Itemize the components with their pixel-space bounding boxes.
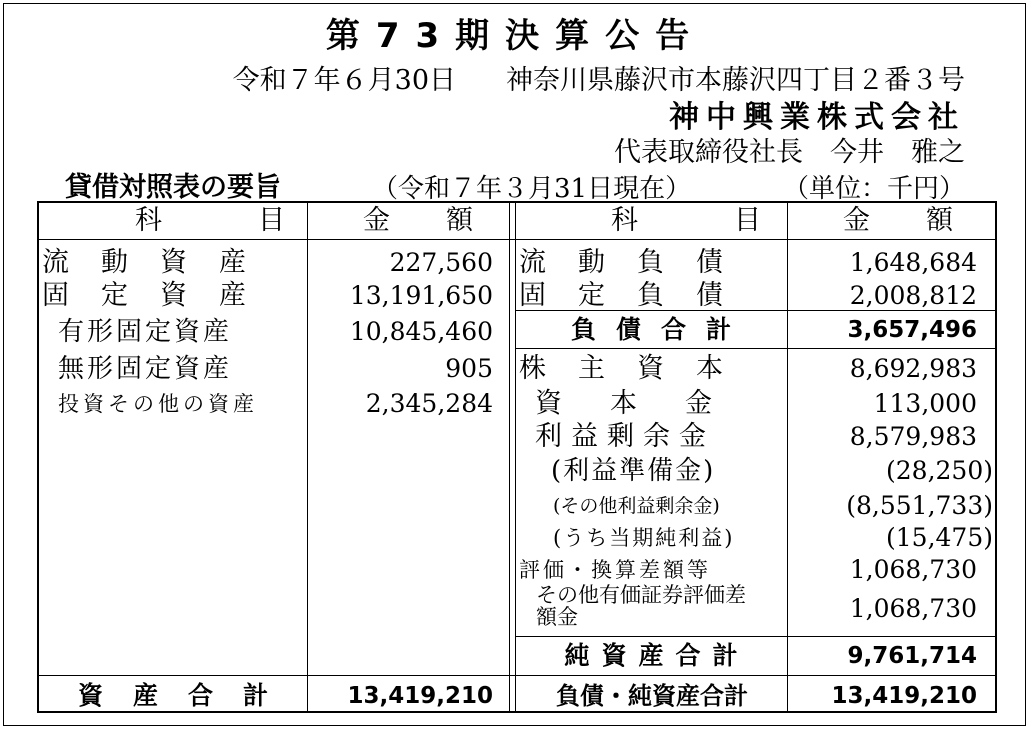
equity-label: 資本金 (535, 388, 760, 419)
asset-label: 流動資産 (42, 247, 278, 278)
col-header-amount-left: 金額 (363, 205, 529, 236)
asset-value: 227,560 (389, 248, 493, 277)
equity-value: (28,250) (886, 456, 993, 485)
liab-total-rule-bottom (516, 348, 995, 349)
col-header-item-left: 科目 (135, 205, 381, 236)
asset-label: 有形固定資産 (58, 317, 233, 347)
col-divider (307, 203, 308, 711)
equity-total-label: 純資産合計 (564, 641, 750, 670)
equity-label: 評価・換算差額等 (519, 558, 711, 582)
company-name: 神中興業株式会社 (669, 100, 965, 135)
asset-value: 13,191,650 (349, 281, 493, 310)
asset-label: 固定資産 (42, 280, 278, 311)
equity-value: 113,000 (873, 389, 977, 418)
bs-title: 貸借対照表の要旨 (65, 172, 281, 203)
liability-value: 1,648,684 (849, 248, 977, 277)
liability-label: 固定負債 (519, 280, 755, 311)
equity-label: (その他利益剰余金) (553, 495, 720, 517)
grand-total-label: 負債・純資産合計 (556, 682, 748, 710)
header-rule (39, 239, 995, 240)
bs-unit: （単位：千円） (782, 174, 965, 204)
liability-label: 流動負債 (519, 247, 755, 278)
asset-value: 10,845,460 (349, 317, 493, 346)
equity-label: (うち当期純利益) (553, 526, 735, 550)
equity-value: (8,551,733) (846, 491, 993, 520)
representative: 代表取締役社長 今井 雅之 (614, 137, 965, 168)
center-divider-a (509, 203, 510, 711)
notice-title: 第73期決算公告 (325, 16, 706, 56)
equity-value: (15,475) (886, 523, 993, 552)
equity-label: その他有価証券評価差額金 (536, 583, 746, 629)
notice-date: 令和７年６月30日 (232, 65, 456, 96)
equity-total-value: 9,761,714 (847, 643, 977, 669)
bs-as-of: （令和７年３月31日現在） (372, 174, 692, 204)
grand-total-value: 13,419,210 (831, 683, 977, 709)
balance-sheet-table (37, 201, 1009, 713)
equity-label: 利益剰余金 (535, 421, 715, 452)
asset-value: 2,345,284 (365, 389, 493, 418)
liabilities-total-value: 3,657,496 (847, 317, 977, 343)
assets-total-label: 資産合計 (77, 681, 298, 710)
equity-label: 株主資本 (519, 353, 755, 384)
company-address: 神奈川県藤沢市本藤沢四丁目２番３号 (506, 65, 965, 96)
equity-value: 1,068,730 (849, 555, 977, 584)
col-header-item-right: 科目 (611, 205, 857, 236)
total-rule (39, 675, 995, 676)
col-header-amount-right: 金額 (843, 205, 1009, 236)
liability-value: 2,008,812 (849, 281, 977, 310)
asset-value: 905 (445, 354, 493, 383)
equity-value: 8,579,983 (849, 422, 977, 451)
equity-value: 1,068,730 (849, 594, 977, 623)
col-divider (787, 203, 788, 711)
liabilities-total-label: 負債合計 (570, 315, 751, 344)
center-divider-b (515, 203, 516, 711)
equity-value: 8,692,983 (849, 354, 977, 383)
equity-total-rule (516, 636, 995, 637)
asset-label: 無形固定資産 (58, 354, 233, 384)
assets-total-value: 13,419,210 (347, 683, 493, 709)
equity-label: (利益準備金) (551, 456, 716, 486)
asset-label: 投資その他の資産 (58, 392, 258, 416)
